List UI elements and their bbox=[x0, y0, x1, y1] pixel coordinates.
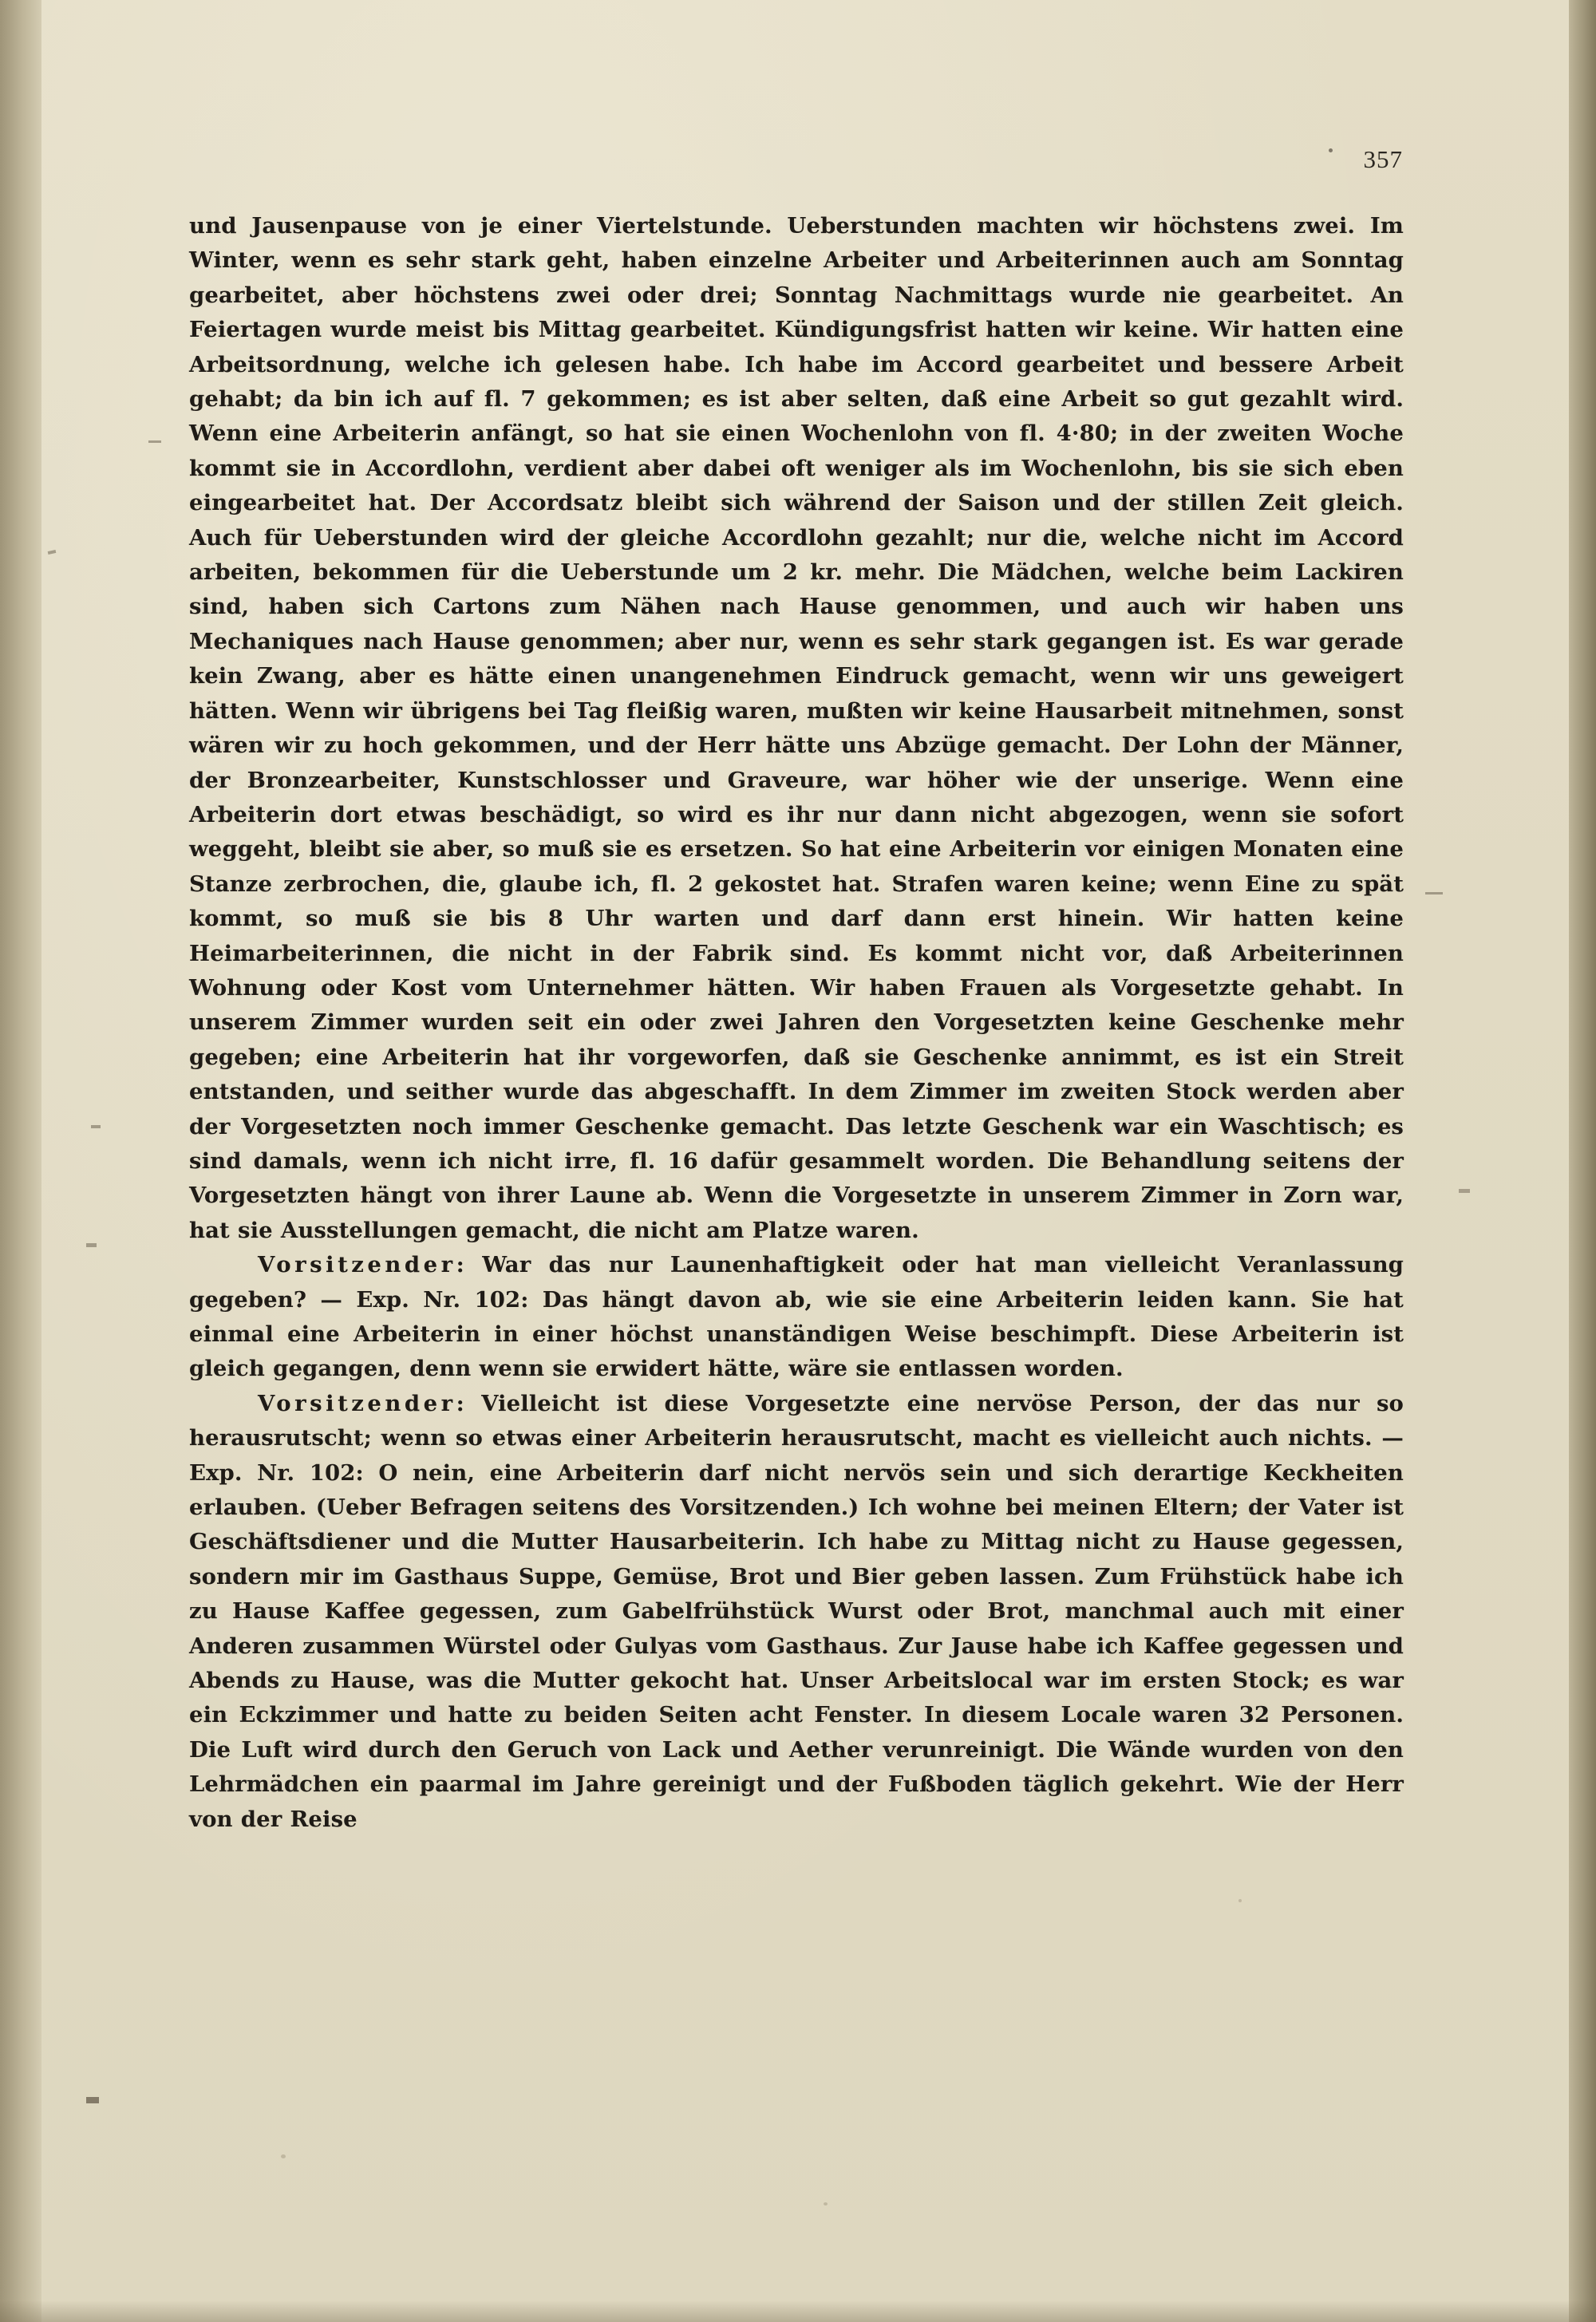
page-gutter-shadow bbox=[0, 0, 41, 2322]
paper-speck bbox=[1238, 1899, 1242, 1902]
paragraph-3 bbox=[189, 1387, 1404, 1837]
margin-mark bbox=[86, 1243, 97, 1247]
paragraph-1: und Jausenpause von je einer Viertelstunde. Ueberstunden machten wir höchstens zwei. Im Winter, wenn es sehr stark geht, haben einzelne Arbeiter und Arbeiterinnen auch am Sonntag gearbeitet, aber höchstens zwei oder drei; Sonntag Nachmittags wurde nie gearbeitet. An Feiertagen wurde meist bis Mittag gearbeitet. Kündigungsfrist hatten wir keine. Wir hatten eine Arbeitsordnung, welche ich gelesen habe. Ich habe im Accord gearbeitet und bessere Arbeit gehabt; da bin ich auf fl. 7 gekommen; es ist aber selten, daß eine Arbeit so gut gezahlt wird. Wenn eine Arbeiterin anfängt, so hat sie einen Wochenlohn von fl. 4·80; in der zweiten Woche kommt sie in Accordlohn, verdient aber dabei oft weniger als im Wochenlohn, bis sie sich eben eingearbeitet hat. Der Accordsatz bleibt sich während der Saison und der stillen Zeit gleich. Auch für Ueberstunden wird der gleiche Accordlohn gezahlt; nur die, welche nicht im Accord arbeiten, bekommen für die Ueberstunde um 2 kr. mehr. Die Mädchen, welche beim Lackiren sind, haben sich Cartons zum Nähen nach Hause genommen, und auch wir haben uns Mechaniques nach Hause genommen; aber nur, wenn es sehr stark gegangen ist. Es war gerade kein Zwang, aber es hätte einen unangenehmen Eindruck gemacht, wenn wir uns geweigert hätten. Wenn wir übrigens bei Tag fleißig waren, mußten wir keine Hausarbeit mitnehmen, sonst wären wir zu hoch gekommen, und der Herr hätte uns Abzüge gemacht. Der Lohn der Männer, der Bronzearbeiter, Kunstschlosser und Graveure, war höher wie der unserige. Wenn eine Arbeiterin dort etwas beschädigt, so wird es ihr nur dann nicht abgezogen, wenn sie sofort weggeht, bleibt sie aber, so muß sie es ersetzen. So hat eine Arbeiterin vor einigen Monaten eine Stanze zerbrochen, die, glaube ich, fl. 2 gekostet hat. Strafen waren keine; wenn Eine zu spät kommt, so muß sie bis 8 Uhr warten und darf dann erst hinein. Wir hatten keine Heimarbeiterinnen, die nicht in der Fabrik sind. Es kommt nicht vor, daß Arbeiterinnen Wohnung oder Kost vom Unternehmer hätten. Wir haben Frauen als Vorgesetzte gehabt. In unserem Zimmer wurden seit ein oder zwei Jahren den Vorgesetzten keine Geschenke mehr gegeben; eine Arbeiterin hat ihr vorgeworfen, daß sie Geschenke annimmt, es ist ein Streit entstanden, und seither wurde das abgeschafft. In dem Zimmer im zweiten Stock werden aber der Vorgesetzten noch immer Geschenke gemacht. Das letzte Geschenk war ein Waschtisch; es sind damals, wenn ich nicht irre, fl. 16 dafür gesammelt worden. Die Behandlung seitens der Vorgesetzten hängt von ihrer Laune ab. Wenn die Vorgesetzte in unserem Zimmer in Zorn war, hat sie Ausstellungen gemacht, die nicht am Platze waren. bbox=[189, 213, 1404, 1243]
paragraph-3-text: : Vielleicht ist diese Vorgesetzte eine nervöse Person, der das nur so herausrutscht; wenn so etwas einer Arbeiterin herausrutscht, macht es vielleicht auch nichts. — Exp. Nr. 102: O nein, eine Arbeiterin darf nicht nervös sein und sich derartige Keckheiten erlauben. (Ueber Befragen seitens des Vorsitzenden.) Ich wohne bei meinen Eltern; der Vater ist Geschäftsdiener und die Mutter Hausarbeiterin. Ich habe zu Mittag nicht zu Hause gegessen, sondern mir im Gasthaus Suppe, Gemüse, Brot und Bier geben lassen. Zum Frühstück habe ich zu Hause Kaffee gegessen, zum Gabelfrühstück Wurst oder Brot, manchmal auch mit einer Anderen zusammen Würstel oder Gulyas vom Gasthaus. Zur Jause habe ich Kaffee gegessen und Abends zu Hause, was die Mutter gekocht hat. Unser Arbeitslocal war im ersten Stock; es war ein Eckzimmer und hatte zu beiden Seiten acht Fenster. In diesem Locale waren 32 Personen. Die Luft wird durch den Geruch von Lack und Aether verunreinigt. Die Wände wurden von den Lehrmädchen ein paarmal im Jahre gereinigt und der Fußboden täglich gekehrt. Wie der Herr von der Reise bbox=[189, 1390, 1404, 1832]
speaker-label-2: Vorsitzender bbox=[258, 1390, 456, 1416]
paper-speck bbox=[281, 2154, 286, 2158]
page-edge-shadow bbox=[1569, 0, 1596, 2322]
paper-speck bbox=[824, 2202, 828, 2206]
margin-mark bbox=[86, 2097, 99, 2103]
margin-mark bbox=[91, 1125, 101, 1128]
paragraph-2-text: : War das nur Launenhaftigkeit oder hat man vielleicht Veranlassung gegeben? — Exp. Nr. 102: Das hängt davon ab, wie sie eine Arbeiterin leiden kann. Sie hat einmal eine Arbeiterin in einer höchst unanständigen Weise beschimpft. Diese Arbeiterin ist gleich gegangen, denn wenn sie erwidert hätte, wäre sie entlassen worden. bbox=[189, 1252, 1404, 1382]
folio-ornament-dot bbox=[1329, 148, 1333, 152]
document-page bbox=[41, 0, 1569, 2322]
margin-mark bbox=[1459, 1189, 1470, 1193]
page-number: 357 bbox=[1363, 145, 1403, 173]
margin-mark bbox=[148, 440, 161, 443]
page-text-body bbox=[189, 209, 1404, 1837]
speaker-label-1: Vorsitzender bbox=[258, 1252, 456, 1278]
paragraph-2 bbox=[189, 1248, 1404, 1387]
margin-mark bbox=[1425, 892, 1443, 894]
